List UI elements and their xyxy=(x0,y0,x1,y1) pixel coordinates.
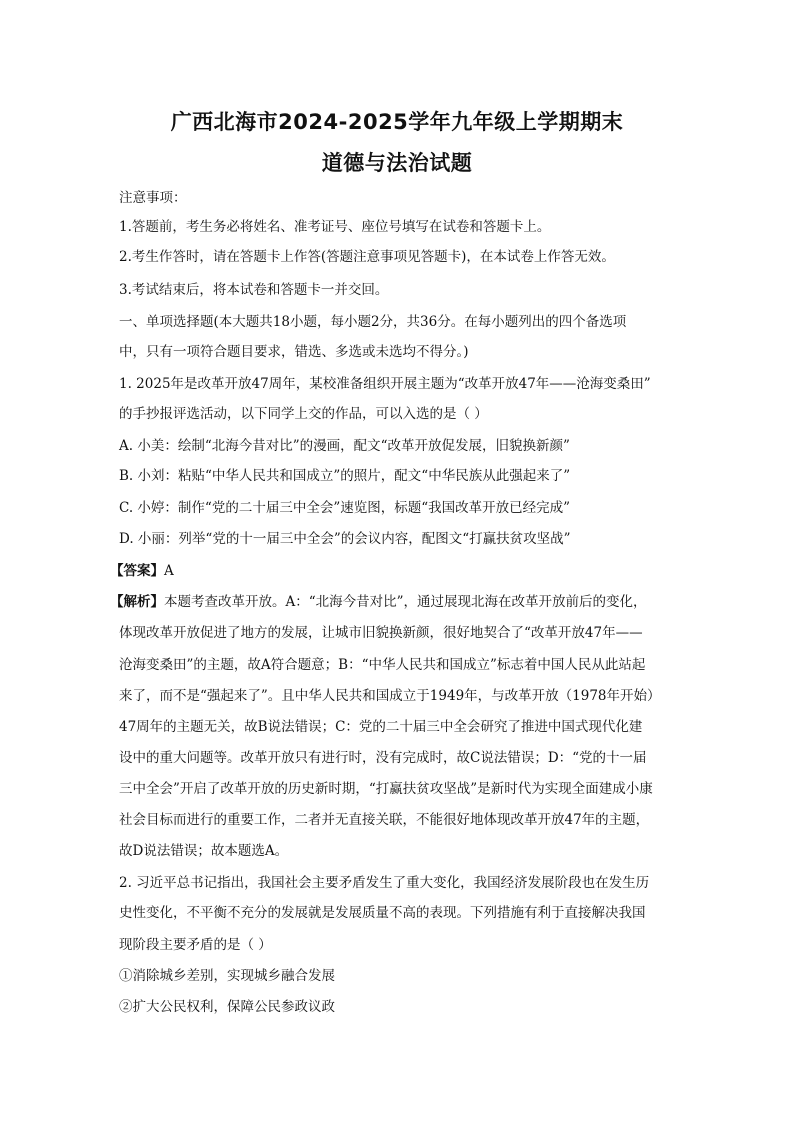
section1-heading-line2: 中，只有一项符合题目要求，错选、多选或未选均不得分。) xyxy=(119,344,469,360)
analysis-label: 【解析】 xyxy=(110,594,164,610)
answer-label: 【答案】 xyxy=(110,563,164,579)
q1-analysis-line4: 来了，而不是“强起来了”。且中华人民共和国成立于1949年，与改革开放（1978年开始） xyxy=(119,688,661,704)
q2-stem-line2: 史性变化，不平衡不充分的发展就是发展质量不高的表现。下列措施有利于直接解决我国 xyxy=(119,905,646,921)
page-title: 广西北海市2024-2025学年九年级上学期期末 xyxy=(170,110,624,134)
q2-item-1: ①消除城乡差别，实现城乡融合发展 xyxy=(119,968,335,984)
q1-analysis-line5: 47周年的主题无关，故B说法错误；C：党的二十届三中全会研究了推进中国式现代化建 xyxy=(119,719,643,735)
section1-heading-line1: 一、单项选择题(本大题共18小题，每小题2分，共36分。在每小题列出的四个备选项 xyxy=(119,314,627,330)
notice-item-2: 2.考生作答时，请在答题卡上作答(答题注意事项见答题卡)，在本试卷上作答无效。 xyxy=(119,249,615,265)
q1-option-c: C. 小婷：制作“党的二十届三中全会”速览图，标题“我国改革开放已经完成” xyxy=(119,500,571,516)
q1-analysis-line6: 设中的重大问题等。改革开放只有进行时，没有完成时，故C说法错误；D：“党的十一届 xyxy=(119,750,647,766)
q1-analysis-line8: 社会目标而进行的重要工作，二者并无直接关联，不能很好地体现改革开放47年的主题， xyxy=(119,812,650,828)
q2-stem-line3: 现阶段主要矛盾的是（ ） xyxy=(119,937,272,953)
q1-option-a: A. 小美：绘制“北海今昔对比”的漫画，配文“改革开放促发展，旧貌换新颜” xyxy=(119,438,570,454)
q2-item-2: ②扩大公民权利，保障公民参政议政 xyxy=(119,999,335,1015)
q1-option-b: B. 小刘：粘贴“中华人民共和国成立”的照片，配文“中华民族从此强起来了” xyxy=(119,468,571,484)
notice-heading: 注意事项： xyxy=(119,190,187,206)
notice-item-3: 3.考试结束后，将本试卷和答题卡一并交回。 xyxy=(119,282,389,298)
q1-analysis-line2: 体现改革开放促进了地方的发展，让城市旧貌换新颜，很好地契合了“改革开放47年—— xyxy=(119,625,643,641)
notice-item-1: 1.答题前，考生务必将姓名、准考证号、座位号填写在试卷和答题卡上。 xyxy=(119,219,551,235)
q1-option-d: D. 小丽：列举“党的十一届三中全会”的会议内容，配图文“打赢扶贫攻坚战” xyxy=(119,531,571,547)
q1-stem-line2: 的手抄报评选活动，以下同学上交的作品，可以入选的是（ ） xyxy=(119,406,488,422)
q1-answer xyxy=(110,562,680,580)
q1-analysis-line1: 【解析】本题考查改革开放。A：“北海今昔对比”，通过展现北海在改革开放前后的变化， xyxy=(110,594,647,610)
q1-analysis-line9: 故D说法错误；故本题选A。 xyxy=(119,843,289,859)
answer-value: A xyxy=(164,563,174,579)
q1-analysis-line7: 三中全会”开启了改革开放的历史新时期，“打赢扶贫攻坚战”是新时代为实现全面建成小康 xyxy=(119,781,653,797)
q1-analysis-line3: 沧海变桑田”的主题，故A符合题意；B：“中华人民共和国成立”标志着中国人民从此站起 xyxy=(119,657,646,673)
q2-stem-line1: 2. 习近平总书记指出，我国社会主要矛盾发生了重大变化，我国经济发展阶段也在发生历 xyxy=(119,875,650,891)
page-subtitle: 道德与法治试题 xyxy=(321,151,473,175)
q1-stem-line1: 1. 2025年是改革开放47周年，某校准备组织开展主题为“改革开放47年——沧海变桑田” xyxy=(119,376,651,392)
